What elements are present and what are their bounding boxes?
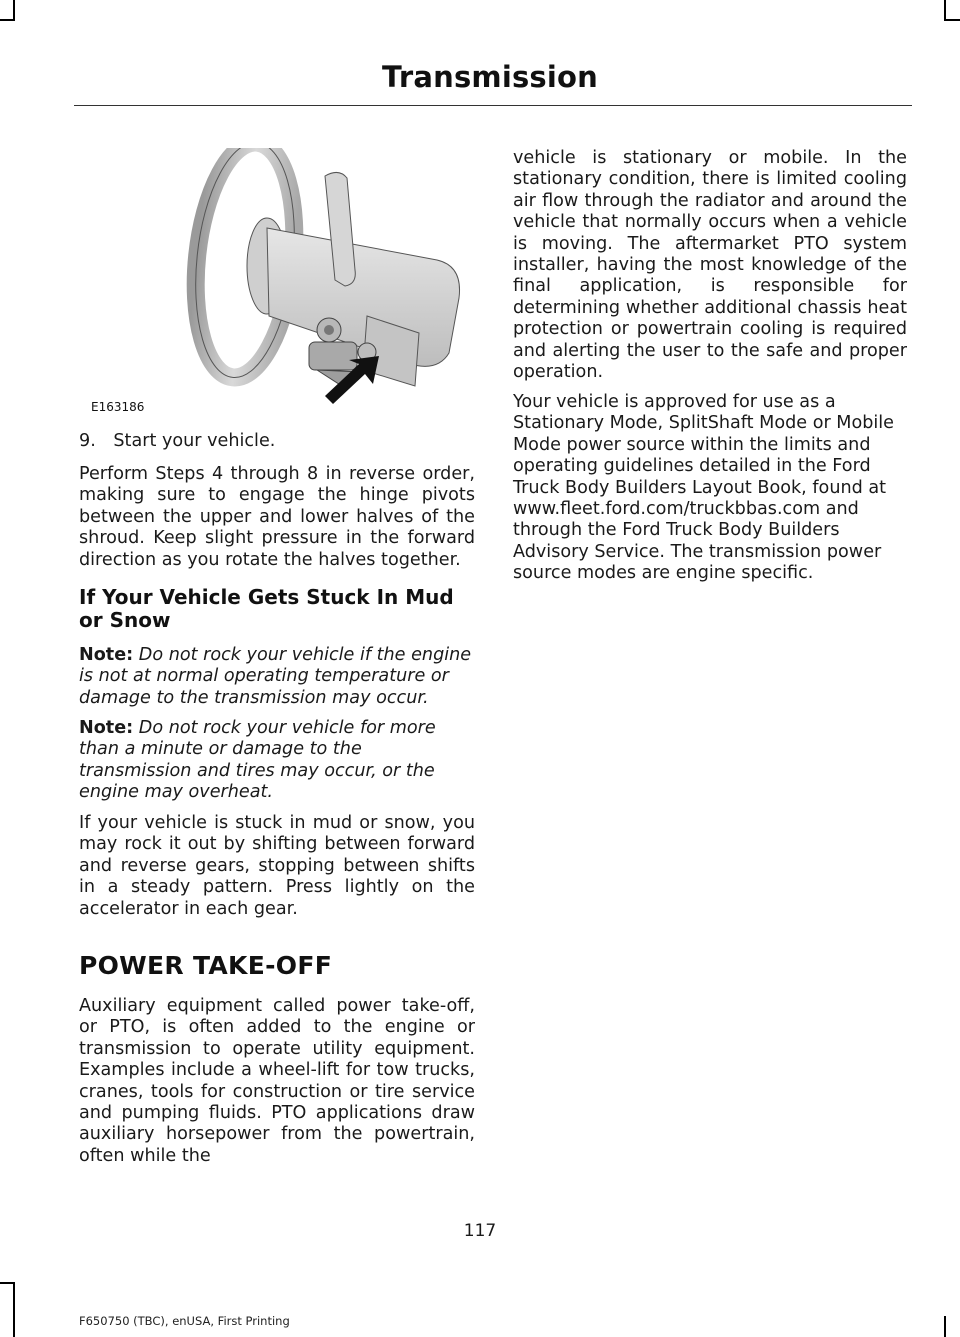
stuck-paragraph: If your vehicle is stuck in mud or snow, you may rock it out by shifting between forward and reverse gears, stopping between shifts in a steady pattern. Press lightly on the accelerator in each gear. [79, 813, 475, 919]
reverse-order-paragraph: Perform Steps 4 through 8 in reverse order, making sure to engage the hinge pivots between the upper and lower halves of the shroud. Keep slight pressure in the forward direction as you rotate the halves together. [79, 464, 475, 570]
note-1 [79, 645, 475, 709]
approved-paragraph: Your vehicle is approved for use as a Stationary Mode, SplitShaft Mode or Mobile Mode power source within the limits and operating guidelines detailed in the Ford Truck Body Builders Layout Book, found at www.fleet.ford.com/truckbbas.com and through the Ford Truck Body Builders Advisory Service. The transmission power source modes are engine specific. [513, 392, 895, 584]
step-9: 9. Start your vehicle. [79, 431, 276, 451]
note-1-label: Note: [79, 645, 134, 665]
page-number: 117 [463, 1221, 497, 1241]
crop-mark-top-left [13, 0, 15, 20]
page-title: Transmission [382, 60, 598, 94]
crop-mark-bottom-right [944, 1316, 946, 1337]
note-2-text: Do not rock your vehicle for more than a minute or damage to the transmission and tires may occur, or the engine may overheat. [79, 718, 436, 803]
figure-code: E163186 [91, 400, 145, 414]
crop-mark-top-left-h [0, 19, 15, 21]
crop-mark-top-right [944, 0, 946, 20]
header-divider [74, 105, 912, 106]
crop-mark-bottom-left-h [0, 1282, 15, 1284]
footer-text: F650750 (TBC), enUSA, First Printing [79, 1314, 290, 1328]
steering-column-illustration-icon [77, 148, 475, 420]
pto-paragraph: Auxiliary equipment called power take-off, or PTO, is often added to the engine or transmission to operate utility equipment. Examples include a wheel-lift for tow trucks, cranes, tools for construction or tire service and pumping fluids. PTO applications draw auxiliary horsepower from the powertrain, often while the [79, 996, 475, 1166]
note-2 [79, 718, 475, 804]
note-1-text: Do not rock your vehicle if the engine is not at normal operating temperature or damage to the transmission may occur. [79, 645, 472, 708]
note-2-label: Note: [79, 718, 134, 738]
stuck-heading: If Your Vehicle Gets Stuck In Mud or Snow [79, 585, 454, 632]
steering-column-figure [77, 148, 475, 420]
pto-heading: POWER TAKE-OFF [79, 951, 333, 980]
crop-mark-top-right-h [944, 19, 960, 21]
crop-mark-bottom-left [13, 1282, 15, 1337]
cooling-paragraph: vehicle is stationary or mobile. In the stationary condition, there is limited cooling air flow through the radiator and around the vehicle that normally occurs when a vehicle is moving. The aftermarket PTO system installer, having the most knowledge of the final application, is responsible for determining whether additional chassis heat protection or powertrain cooling is required and alerting the user to the safe and proper operation. [513, 148, 907, 383]
